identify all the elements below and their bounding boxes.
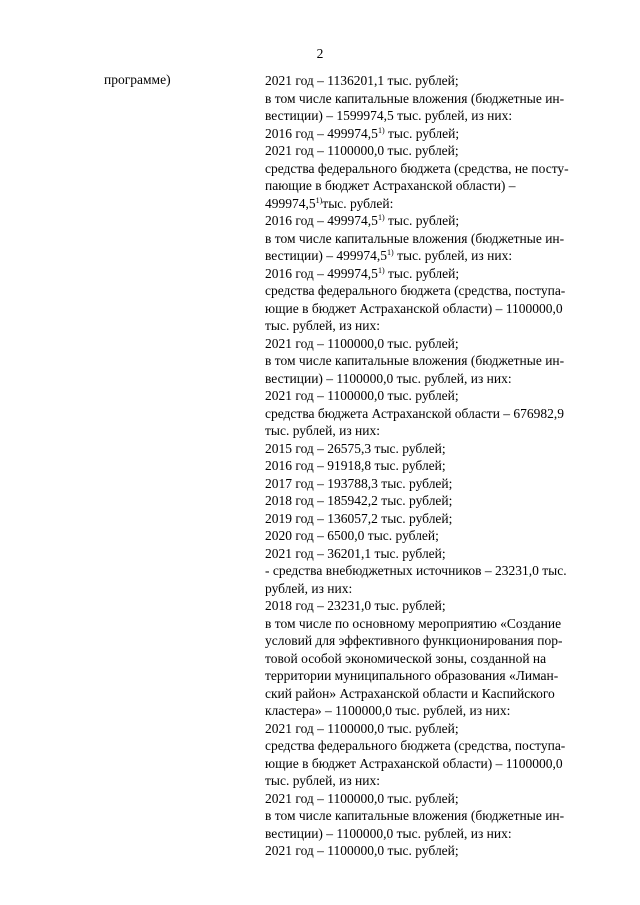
text-line: - средства внебюджетных источников – 23231,0 тыс. xyxy=(265,563,567,578)
text-line: рублей, из них: xyxy=(265,580,353,596)
text-line: в том числе по основному мероприятию «Создание xyxy=(265,615,562,631)
text-line: 2016 год – 499974,5$^{1)}$ тыс. рублей; xyxy=(265,213,460,228)
text-line: вестиции) – 1100000,0 тыс. рублей, из них: xyxy=(265,370,512,386)
text-line: 2021 год – 1100000,0 тыс. рублей; xyxy=(265,720,459,736)
text-line: тыс. рублей, из них: xyxy=(265,423,380,438)
text-line: 2021 год – 36201,1 тыс. рублей; xyxy=(265,545,446,561)
text-line: ющие в бюджет Астраханской области) – 1100000,0 xyxy=(265,300,563,316)
footnote-mark: 1) xyxy=(377,213,385,222)
text-line: в том числе капитальные вложения (бюджетные ин- xyxy=(265,230,565,246)
footnote-mark: 1) xyxy=(387,248,394,257)
text-line: средства федерального бюджета (средства, не посту- xyxy=(265,160,569,176)
text-line: 2016 год – 91918,8 тыс. рублей; xyxy=(265,458,446,473)
text-column xyxy=(265,72,600,860)
text-line: 2021 год – 1100000,0 тыс. рублей; xyxy=(265,388,459,403)
text-line: 2021 год – 1136201,1 тыс. рублей; xyxy=(265,73,459,88)
text-line: 2021 год – 1100000,0 тыс. рублей; xyxy=(265,143,459,158)
text-line: 2018 год – 23231,0 тыс. рублей; xyxy=(265,598,446,613)
text-line: вестиции) – 1100000,0 тыс. рублей, из них: xyxy=(265,825,512,841)
footnote-mark: 1) xyxy=(315,195,323,205)
text-line: 2015 год – 26575,3 тыс. рублей; xyxy=(265,440,446,456)
text-line: тыс. рублей, из них: xyxy=(265,773,380,788)
text-line: средства федерального бюджета (средства, поступа- xyxy=(265,738,566,753)
text-line: 2017 год – 193788,3 тыс. рублей; xyxy=(265,475,453,491)
text-line: вестиции) – 499974,5$^{1)}$ тыс. рублей, из них: xyxy=(265,248,513,263)
text-line: 2020 год – 6500,0 тыс. рублей; xyxy=(265,528,439,543)
text-line: в том числе капитальные вложения (бюджетные ин- xyxy=(265,90,565,106)
text-line: 2021 год – 1100000,0 тыс. рублей; xyxy=(265,843,459,858)
text-line: пающие в бюджет Астраханской области) – xyxy=(265,178,516,193)
footnote-mark: 1) xyxy=(377,265,385,275)
text-line: 2018 год – 185942,2 тыс. рублей; xyxy=(265,493,453,508)
text-line: вестиции) – 1599974,5 тыс. рублей, из них: xyxy=(265,108,513,123)
text-line: ский район» Астраханской области и Каспийского xyxy=(265,685,555,701)
text-line: 2021 год – 1100000,0 тыс. рублей; xyxy=(265,335,459,351)
text-line: средства федерального бюджета (средства, поступа- xyxy=(265,283,566,298)
page-number: 2 xyxy=(316,46,324,61)
text-line: кластера» – 1100000,0 тыс. рублей, из них: xyxy=(265,703,511,718)
text-line: ющие в бюджет Астраханской области) – 1100000,0 xyxy=(265,755,563,771)
text-line: 499974,5$^{1)}$тыс. рублей: xyxy=(265,195,394,211)
text-line: товой особой экономической зоны, созданной на xyxy=(265,650,547,666)
text-line: 2016 год – 499974,5$^{1)}$ тыс. рублей; xyxy=(265,265,460,281)
text-line: средства бюджета Астраханской области – 676982,9 xyxy=(265,405,565,421)
text-line: условий для эффективного функционирования пор- xyxy=(265,633,563,648)
text-line: 2021 год – 1100000,0 тыс. рублей; xyxy=(265,790,459,806)
row-label: программе) xyxy=(104,72,171,87)
text-line: 2016 год – 499974,5$^{1)}$ тыс. рублей; xyxy=(265,125,460,141)
text-line: тыс. рублей, из них: xyxy=(265,318,380,333)
text-line: в том числе капитальные вложения (бюджетные ин- xyxy=(265,353,565,368)
text-line: в том числе капитальные вложения (бюджетные ин- xyxy=(265,808,565,823)
text-line: территории муниципального образования «Лиман- xyxy=(265,668,559,683)
footnote-mark: 1) xyxy=(377,125,385,135)
text-line: 2019 год – 136057,2 тыс. рублей; xyxy=(265,510,453,526)
